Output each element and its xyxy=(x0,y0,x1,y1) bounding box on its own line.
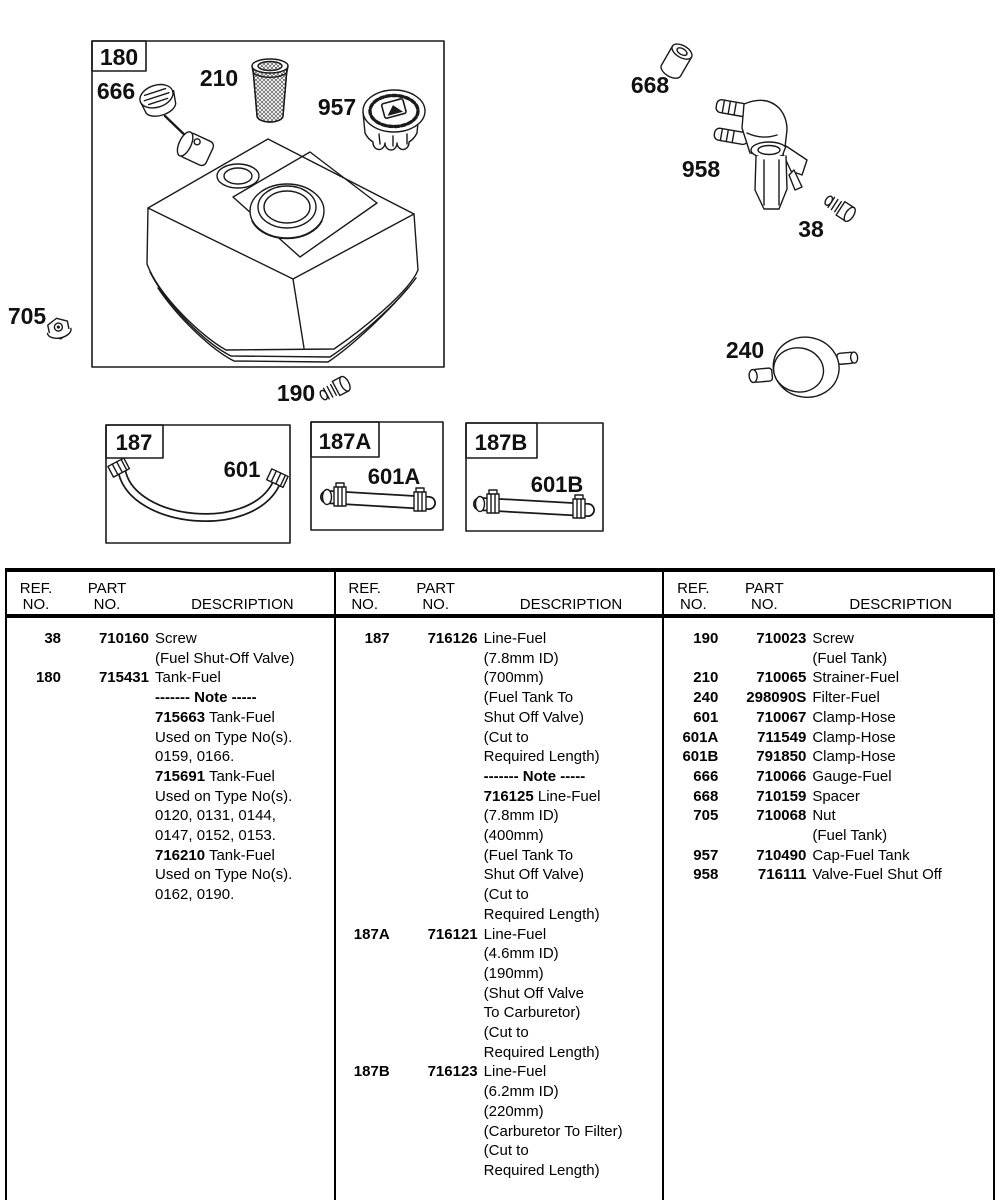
description: Tank-Fuel ------- Note ----- 715663 Tank-Fuel Used on Type No(s). 0159, 0166. 715691 Tank-Fuel Used on Type No(s). 0120, 0131, 0144, 0147, 0152, 0153. 716210 Tank-Fuel Used on Type No(s). 0162, 0190. xyxy=(155,669,293,904)
label-187A: 187A xyxy=(318,429,372,454)
part-no: 711549 xyxy=(757,728,807,746)
table-section-2 xyxy=(336,572,665,1200)
label-666: 666 xyxy=(96,78,136,104)
description: Filter-Fuel xyxy=(812,689,880,707)
table-header xyxy=(7,572,334,618)
part-no: 710490 xyxy=(756,846,807,864)
part-no: 298090S xyxy=(746,689,807,707)
description: Gauge-Fuel xyxy=(812,767,892,785)
part-row xyxy=(664,708,993,728)
label-601: 601 xyxy=(223,457,261,482)
part-no: 791850 xyxy=(756,748,807,766)
table-body xyxy=(664,618,993,885)
screw-190-drawing xyxy=(317,375,352,404)
ref-no: 190 xyxy=(693,630,719,647)
description: Clamp-Hose xyxy=(812,728,896,746)
part-row xyxy=(7,668,334,904)
ref-no: 601B xyxy=(682,748,719,766)
ref-no: 210 xyxy=(693,669,719,687)
description: Valve-Fuel Shut Off xyxy=(812,866,942,884)
ref-no: 957 xyxy=(693,846,719,864)
part-no: 710068 xyxy=(756,807,807,825)
ref-no: 705 xyxy=(693,807,719,825)
part-row xyxy=(336,1062,663,1180)
label-187B: 187B xyxy=(474,430,528,455)
ref-no: 187A xyxy=(353,925,390,943)
part-no-header: PART NO. xyxy=(416,580,455,613)
part-row xyxy=(664,629,993,668)
part-row xyxy=(664,865,993,885)
part-row xyxy=(664,668,993,688)
table-header xyxy=(664,572,993,618)
description: Line-Fuel (6.2mm ID) (220mm) (Carburetor To Filter) (Cut to Required Length) xyxy=(483,1063,623,1179)
part-row xyxy=(664,846,993,866)
description: Cap-Fuel Tank xyxy=(812,846,910,864)
ref-no: 187 xyxy=(364,630,390,647)
ref-no: 958 xyxy=(693,866,719,884)
label-38: 38 xyxy=(798,216,824,242)
label-957: 957 xyxy=(317,94,357,120)
label-240: 240 xyxy=(725,337,765,363)
part-no-header: PART NO. xyxy=(87,580,127,613)
description: Screw (Fuel Shut-Off Valve) xyxy=(155,630,295,667)
part-no-header: PART NO. xyxy=(745,580,784,613)
fuel-shut-off-valve-drawing xyxy=(713,99,807,209)
description: Screw (Fuel Tank) xyxy=(812,630,888,667)
ref-no-header: REF. NO. xyxy=(348,580,381,613)
label-601A: 601A xyxy=(367,464,421,489)
part-row xyxy=(7,629,334,668)
ref-no-header: REF. NO. xyxy=(19,580,53,613)
description: Clamp-Hose xyxy=(812,708,896,726)
description: Strainer-Fuel xyxy=(812,669,900,687)
label-190: 190 xyxy=(276,380,316,406)
ref-no: 666 xyxy=(693,767,719,785)
label-601B: 601B xyxy=(530,472,584,497)
part-row xyxy=(336,629,663,925)
part-no: 710159 xyxy=(756,787,807,805)
fuel-cap-drawing xyxy=(363,90,425,150)
description-header: DESCRIPTION xyxy=(519,596,623,613)
part-no: 716111 xyxy=(757,866,807,884)
parts-list-table xyxy=(5,568,995,1200)
table-body xyxy=(336,618,663,1181)
part-row xyxy=(336,925,663,1063)
part-no: 716123 xyxy=(427,1063,478,1081)
fuel-strainer-drawing xyxy=(252,59,288,122)
label-958: 958 xyxy=(681,156,721,182)
label-668: 668 xyxy=(630,72,670,98)
fuel-tank-drawing xyxy=(147,139,418,362)
label-705: 705 xyxy=(7,303,47,329)
part-no: 710066 xyxy=(756,767,807,785)
part-row xyxy=(664,767,993,787)
description: Clamp-Hose xyxy=(812,748,896,766)
ref-no: 668 xyxy=(693,787,719,805)
part-row xyxy=(664,787,993,807)
label-210: 210 xyxy=(199,65,239,91)
part-no: 716126 xyxy=(427,630,478,647)
description: Line-Fuel (4.6mm ID) (190mm) (Shut Off Valve To Carburetor) (Cut to Required Length) xyxy=(483,925,600,1061)
part-no: 710065 xyxy=(756,669,807,687)
ref-no-header: REF. NO. xyxy=(677,580,710,613)
label-187: 187 xyxy=(115,430,153,455)
part-row xyxy=(664,728,993,748)
part-no: 710067 xyxy=(756,708,807,726)
part-row xyxy=(664,688,993,708)
part-row xyxy=(664,806,993,845)
ref-no: 38 xyxy=(44,630,61,647)
ref-no: 187B xyxy=(353,1063,390,1081)
nut-drawing xyxy=(45,316,73,342)
fuel-gauge-drawing xyxy=(137,80,215,167)
description: Spacer xyxy=(812,787,860,805)
ref-no: 240 xyxy=(693,689,719,707)
description: Nut (Fuel Tank) xyxy=(812,807,888,845)
description: Line-Fuel (7.8mm ID) (700mm) (Fuel Tank To Shut Off Valve) (Cut to Required Length) ------- Note ----- 716125 Line-Fuel (7.8mm ID) (400mm) (Fuel Tank To Shut Off Valve) (Cut to Required Length) xyxy=(483,630,601,923)
part-no: 716121 xyxy=(427,925,478,943)
ref-no: 180 xyxy=(35,669,61,687)
part-no: 710160 xyxy=(98,630,149,647)
label-180: 180 xyxy=(99,44,139,70)
table-body xyxy=(7,618,334,905)
part-row xyxy=(664,747,993,767)
description-header: DESCRIPTION xyxy=(191,596,294,613)
ref-no: 601 xyxy=(693,708,719,726)
table-section-1 xyxy=(7,572,336,1200)
exploded-parts-diagram xyxy=(0,0,1000,565)
description-header: DESCRIPTION xyxy=(849,596,952,613)
ref-no: 601A xyxy=(682,728,719,746)
part-no: 710023 xyxy=(756,630,807,647)
screw-38-drawing xyxy=(822,192,858,223)
part-no: 715431 xyxy=(98,669,149,687)
table-header xyxy=(336,572,663,618)
table-section-3 xyxy=(664,572,993,1200)
